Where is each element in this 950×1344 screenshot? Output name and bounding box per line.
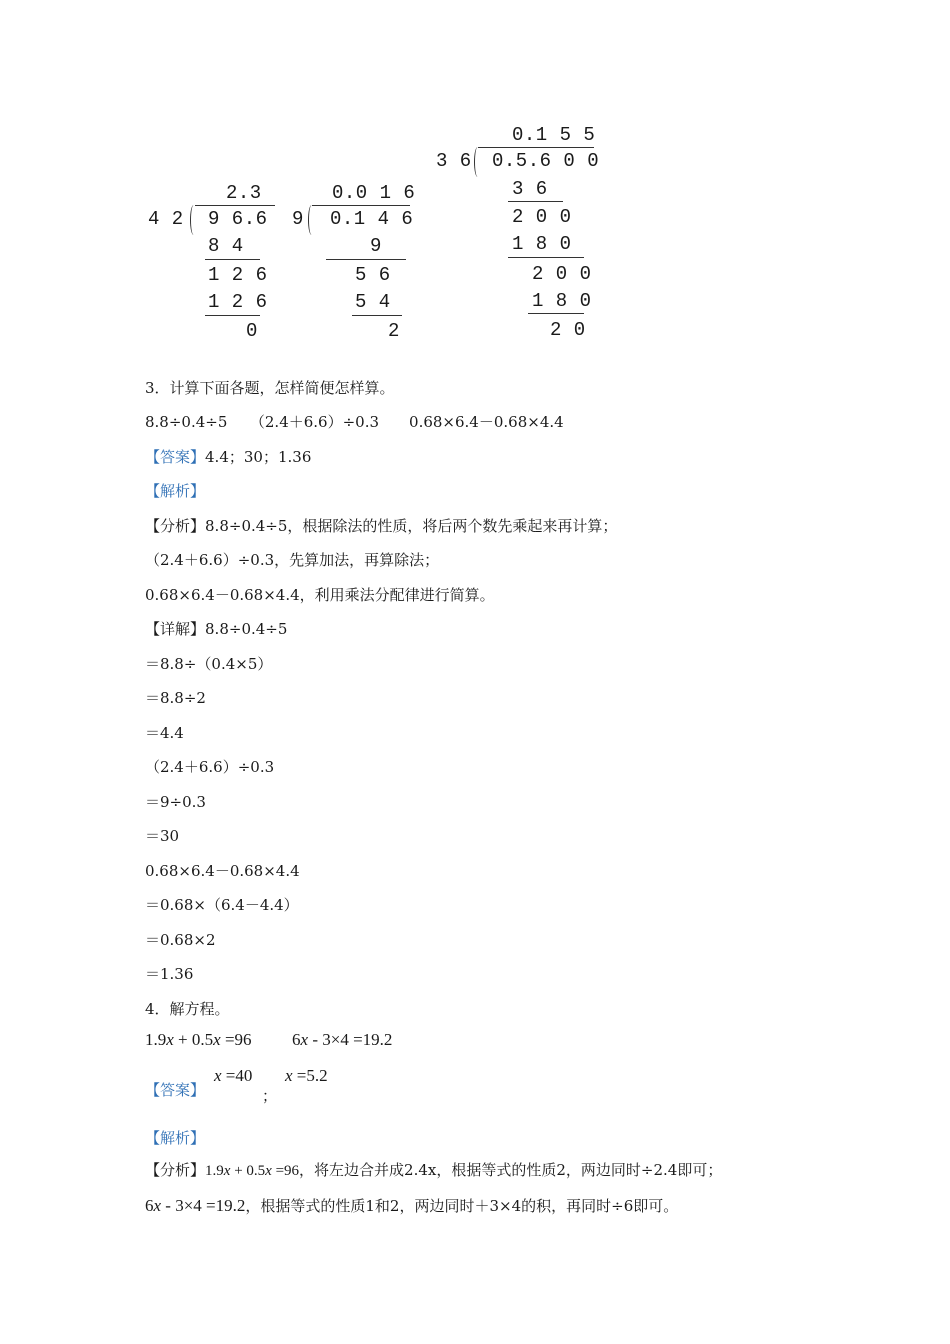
question-3-fenxi-2: （2.4＋6.6）÷0.3，先算加法，再算除法； [145, 551, 440, 569]
step: 2 0 0 [512, 206, 572, 228]
answer-tag: 【答案】 [145, 448, 206, 466]
step: 1 2 6 [208, 291, 268, 313]
step: 1 8 0 [532, 290, 592, 312]
step: 9 [370, 235, 382, 257]
fenxi-tag: 【分析】 [145, 517, 206, 535]
question-3-problems: 8.8÷0.4÷5 （2.4＋6.6）÷0.3 0.68×6.4－0.68×4.4 [145, 413, 564, 431]
step: 1 2 6 [208, 264, 268, 286]
dividend: 0.1 4 6 [330, 208, 414, 230]
detail-line: ＝4.4 [145, 724, 184, 742]
detail-tag: 【详解】 [145, 620, 206, 638]
question-3-analysis-tag: 【解析】 [145, 482, 206, 500]
question-3-answer [145, 447, 311, 467]
question-3-fenxi-3: 0.68×6.4－0.68×4.4，利用乘法分配律进行简算。 [145, 586, 495, 604]
quotient: 0.1 5 5 [512, 124, 596, 146]
question-3-title: 3．计算下面各题，怎样简便怎样算。 [145, 379, 395, 397]
divisor: 3 6 [436, 150, 472, 172]
step: 5 6 [355, 264, 391, 286]
detail-line: ＝0.68×2 [145, 931, 216, 949]
question-3-detail-header: 【详解】8.8÷0.4÷5 [145, 620, 288, 638]
question-4-analysis-tag: 【解析】 [145, 1129, 206, 1147]
question-4-answer-1: x =40 [214, 1066, 253, 1085]
step: 3 6 [512, 178, 548, 200]
step: 2 0 [550, 319, 586, 341]
detail-line: ＝0.68×（6.4－4.4） [145, 896, 299, 914]
question-4-answer-2: x =5.2 [285, 1066, 328, 1085]
detail-line: ＝8.8÷2 [145, 689, 206, 707]
dividend: 9 6.6 [208, 208, 268, 230]
detail-line: ＝9÷0.3 [145, 793, 206, 811]
question-4-fenxi-1: 【分析】1.9x + 0.5x =96，将左边合并成2.4x，根据等式的性质2，两边同时÷2.4即可； [145, 1161, 723, 1179]
divisor: 4 2 [148, 208, 184, 230]
question-4-answer-tag: 【答案】 [145, 1081, 206, 1099]
question-3-fenxi-1: 【分析】8.8÷0.4÷5，根据除法的性质，将后两个数先乘起来再计算； [145, 517, 618, 535]
step: 8 4 [208, 235, 244, 257]
dividend: 0.5.6 0 0 [492, 150, 600, 172]
step: 2 0 0 [532, 263, 592, 285]
detail-line: 0.68×6.4－0.68×4.4 [145, 862, 300, 880]
question-4-fenxi-2: 6x - 3×4 =19.2，根据等式的性质1和2，两边同时＋3×4的积，再同时÷6即可。 [145, 1196, 679, 1215]
answer-text: 4.4；30；1.36 [205, 448, 312, 466]
question-4-equations: 1.9x + 0.5x =96 6x - 3×4 =19.2 [145, 1030, 393, 1049]
detail-line: ＝8.8÷（0.4×5） [145, 655, 273, 673]
quotient: 0.0 1 6 [332, 182, 416, 204]
divisor: 9 [292, 208, 304, 230]
detail-line: ＝30 [145, 827, 180, 845]
step: 5 4 [355, 291, 391, 313]
step: 0 [246, 320, 258, 342]
quotient: 2.3 [226, 182, 262, 204]
step: 2 [388, 320, 400, 342]
question-4-title: 4．解方程。 [145, 1000, 230, 1018]
step: 1 8 0 [512, 233, 572, 255]
detail-line: （2.4＋6.6）÷0.3 [145, 758, 275, 776]
fenxi-tag: 【分析】 [145, 1161, 206, 1179]
answer-separator: ； [262, 1087, 278, 1105]
detail-line: ＝1.36 [145, 965, 194, 983]
